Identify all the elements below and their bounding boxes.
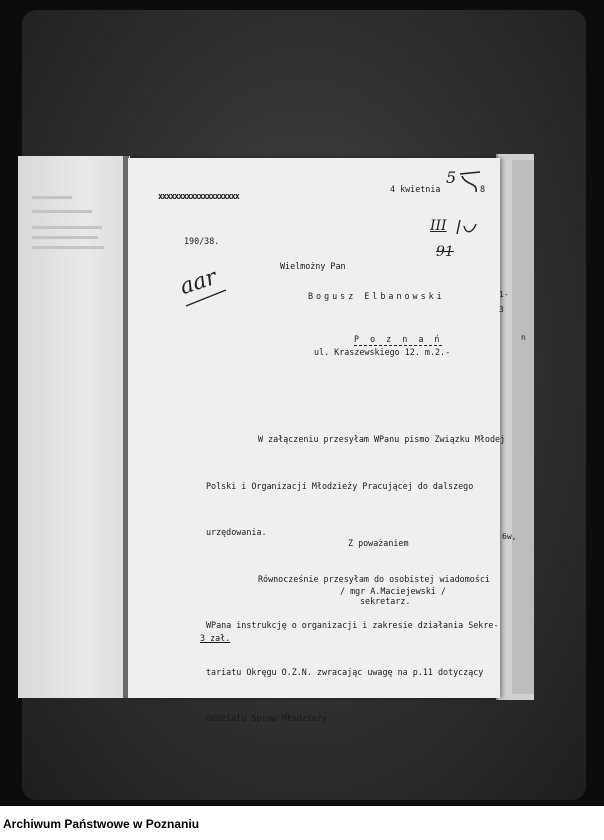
- enclosures: 3 zał.: [200, 633, 231, 643]
- letter-page: [128, 158, 506, 723]
- signature-name: / mgr A.Maciejewski /: [340, 586, 446, 596]
- addressee-street: ul. Kraszewskiego 12. m.2.-: [314, 347, 451, 357]
- letter-body: [206, 401, 506, 758]
- footer-bar: [0, 806, 604, 840]
- handwritten-underline: [184, 286, 230, 310]
- year-suffix: 8: [480, 184, 486, 194]
- archive-label: Archiwum Państwowe w Poznaniu: [3, 817, 200, 831]
- side-mark: 6w,: [502, 532, 517, 541]
- side-mark: 1-: [499, 290, 509, 299]
- addressee-city: P o z n a ń: [354, 334, 443, 344]
- body-line: urzędowania.: [206, 527, 267, 537]
- body-line: Równocześnie przesyłam do osobistej wiadomości: [258, 573, 490, 584]
- signature-title: sekretarz.: [360, 596, 411, 606]
- handwritten-roman-numeral: III: [430, 218, 447, 234]
- handwritten-number-top: 5: [446, 168, 457, 187]
- closing: Z poważaniem: [348, 538, 409, 548]
- reference-number: 190/38.: [184, 236, 220, 246]
- previous-page: [18, 156, 130, 698]
- body-line: WPana instrukcję o organizacji i zakresie działania Sekre-: [206, 620, 499, 630]
- handwritten-initials: aar: [177, 264, 220, 301]
- body-line: W załączeniu przesyłam WPanu pismo Związku Młodej: [258, 434, 506, 444]
- back-sheet-edge: [512, 160, 534, 694]
- handwritten-file-number: 91: [436, 244, 454, 260]
- letter-date: 4 kwietnia: [390, 184, 441, 194]
- side-mark: n: [521, 333, 526, 342]
- body-line: tariatu Okręgu O.Z.N. zwracając uwagę na p.11 dotyczący: [206, 666, 484, 677]
- addressee-name: Bogusz Elbanowski: [308, 291, 445, 301]
- side-mark: 3: [499, 305, 504, 314]
- header-marks: xxxxxxxxxxxxxxxxxxxx: [158, 191, 239, 201]
- body-line: Polski i Organizacji Młodzieży Pracującej do dalszego: [206, 480, 474, 491]
- salutation: Wielmożny Pan: [280, 261, 346, 271]
- handwritten-mark: [454, 216, 482, 238]
- body-line: Oddziału Spraw Młodzieży.: [206, 713, 333, 723]
